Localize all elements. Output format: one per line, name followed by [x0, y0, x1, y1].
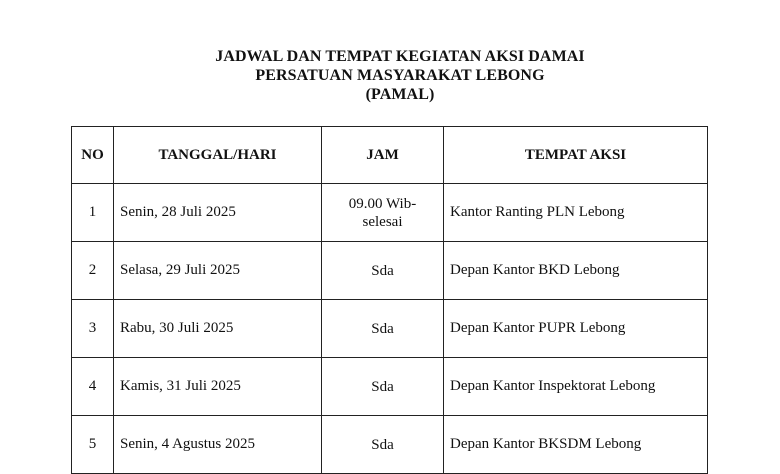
time-line-1: 09.00 Wib- [348, 195, 417, 212]
table-row [72, 358, 708, 416]
cell-no: 2 [72, 242, 114, 300]
table-row [72, 416, 708, 474]
cell-place: Kantor Ranting PLN Lebong [444, 184, 708, 242]
header-date: TANGGAL/HARI [114, 127, 322, 184]
cell-no: 4 [72, 358, 114, 416]
cell-place: Depan Kantor PUPR Lebong [444, 300, 708, 358]
table-row [72, 242, 708, 300]
cell-no: 3 [72, 300, 114, 358]
cell-date: Selasa, 29 Juli 2025 [114, 242, 322, 300]
cell-time: Sda [322, 300, 444, 358]
document-title [0, 47, 780, 104]
cell-time [322, 184, 444, 242]
title-line-3: (PAMAL) [365, 86, 435, 103]
cell-date: Kamis, 31 Juli 2025 [114, 358, 322, 416]
header-no: NO [72, 127, 114, 184]
table-header-row [72, 127, 708, 184]
title-line-1: JADWAL DAN TEMPAT KEGIATAN AKSI DAMAI [215, 48, 585, 65]
cell-date: Senin, 28 Juli 2025 [114, 184, 322, 242]
cell-place: Depan Kantor Inspektorat Lebong [444, 358, 708, 416]
cell-date: Rabu, 30 Juli 2025 [114, 300, 322, 358]
schedule-table [71, 126, 708, 474]
cell-place: Depan Kantor BKSDM Lebong [444, 416, 708, 474]
table-row [72, 184, 708, 242]
cell-time: Sda [322, 358, 444, 416]
cell-time: Sda [322, 416, 444, 474]
cell-time: Sda [322, 242, 444, 300]
title-line-2: PERSATUAN MASYARAKAT LEBONG [255, 67, 545, 84]
cell-date: Senin, 4 Agustus 2025 [114, 416, 322, 474]
cell-no: 1 [72, 184, 114, 242]
header-time: JAM [322, 127, 444, 184]
header-place: TEMPAT AKSI [444, 127, 708, 184]
cell-place: Depan Kantor BKD Lebong [444, 242, 708, 300]
time-line-2: selesai [362, 213, 403, 230]
table-row [72, 300, 708, 358]
cell-no: 5 [72, 416, 114, 474]
